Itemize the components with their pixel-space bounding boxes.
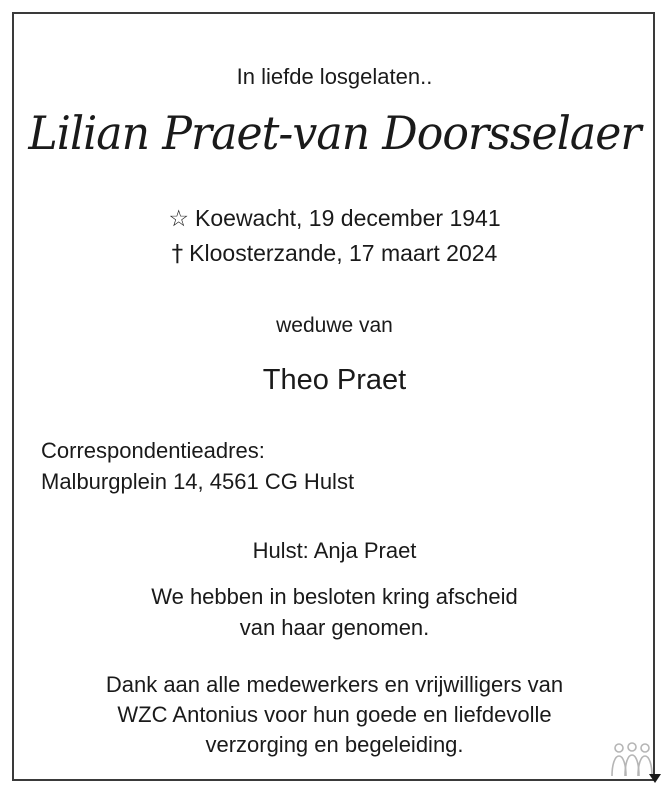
star-icon: ☆ [168,206,190,232]
farewell-line-1: We hebben in besloten kring afscheid [151,584,518,609]
family-icon[interactable] [610,742,654,778]
correspondence-label: Correspondentieadres: [41,438,265,463]
death-line [0,240,669,267]
birth-text: Koewacht, 19 december 1941 [195,205,501,231]
spouse-name: Theo Praet [262,364,407,396]
triangle-down-icon[interactable] [649,774,661,783]
farewell-line-2: van haar genomen. [239,615,430,640]
widow-of-text: weduwe van [276,314,393,337]
cross-icon: † [171,241,184,267]
thanks-line-3: verzorging en begeleiding. [205,732,464,757]
birth-line [0,205,669,232]
thanks-line-1: Dank aan alle medewerkers en vrijwilligers van [105,672,564,697]
deceased-name: Lilian Praet-van Doorsselaer [28,106,641,160]
thanks-line-2: WZC Antonius voor hun goede en liefdevolle [117,702,552,727]
death-text: Kloosterzande, 17 maart 2024 [189,240,498,266]
family-line: Hulst: Anja Praet [252,538,417,563]
correspondence-address: Malburgplein 14, 4561 CG Hulst [41,469,355,494]
intro-text: In liefde losgelaten.. [236,64,433,89]
